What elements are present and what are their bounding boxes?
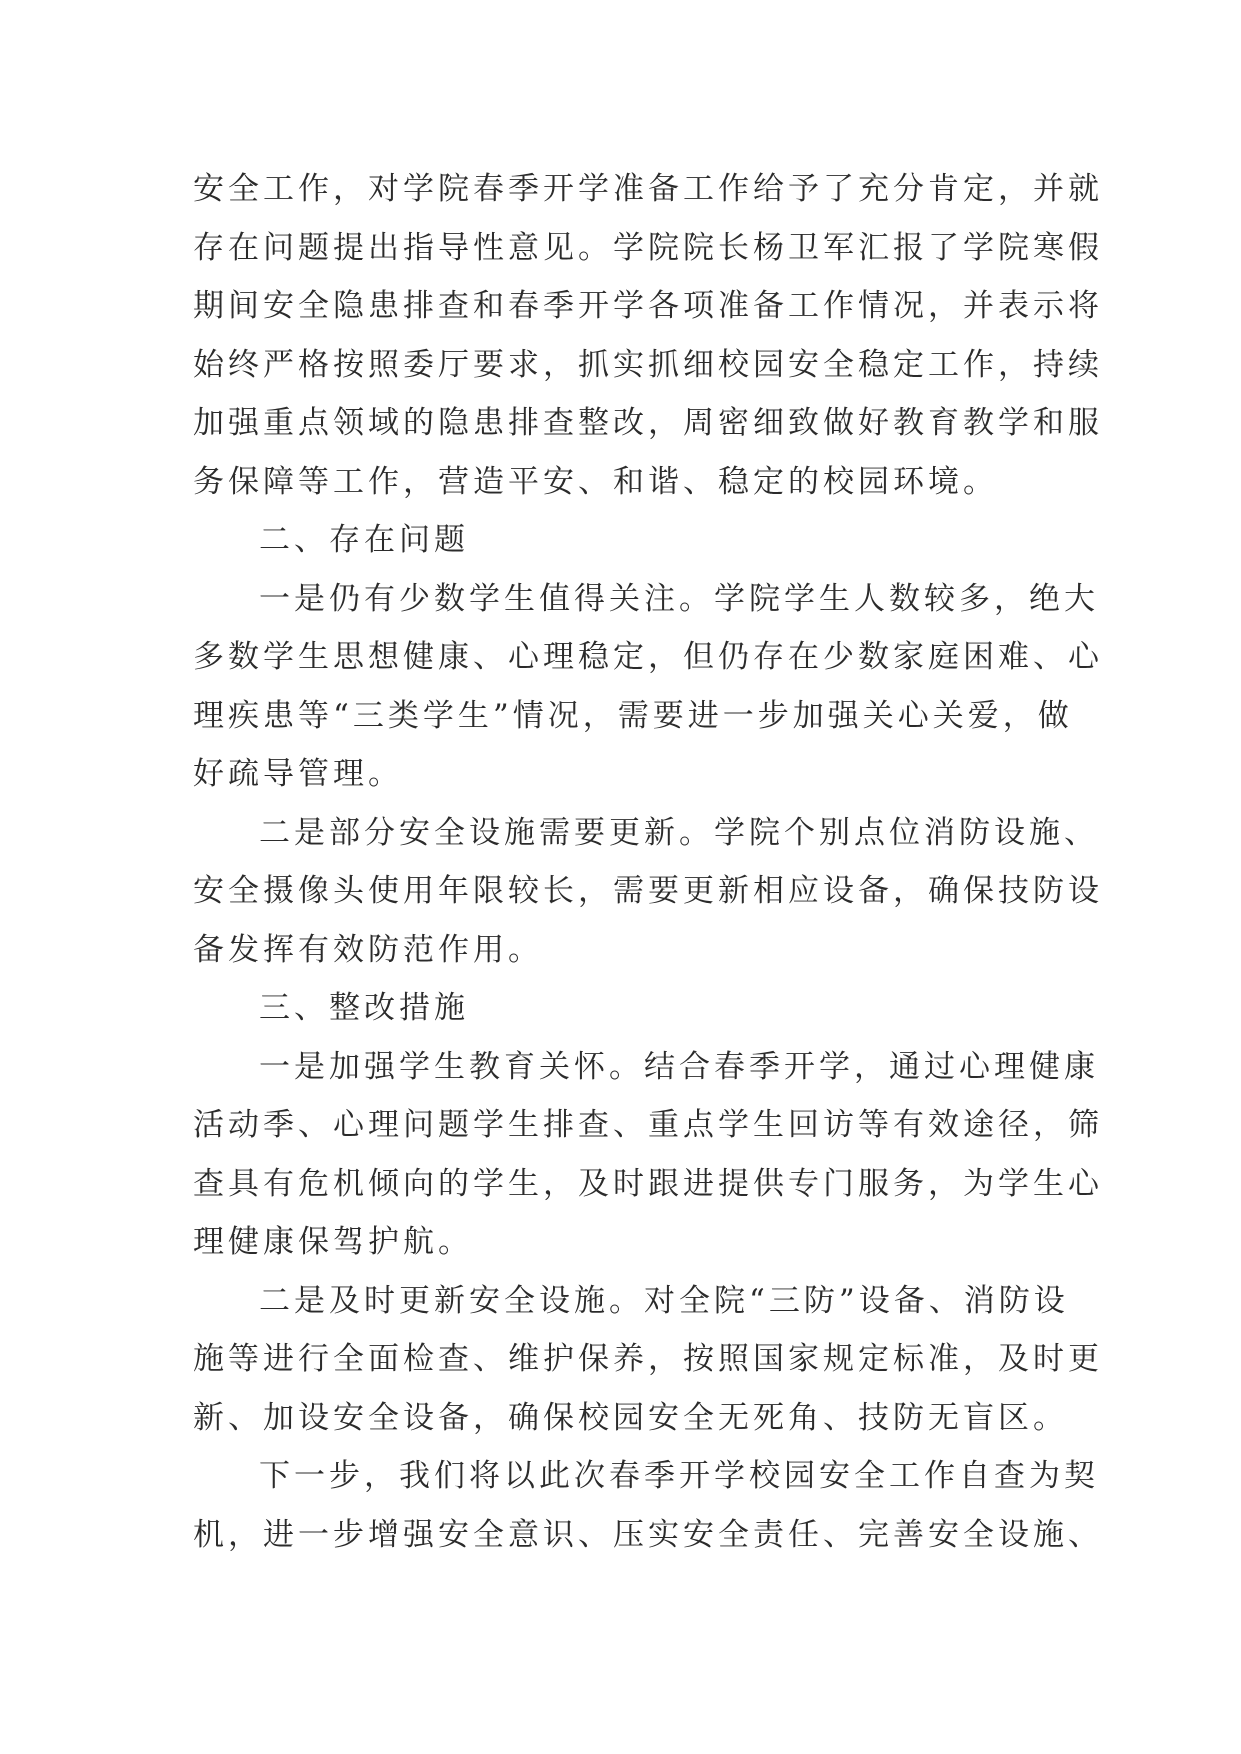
text-line: 二是及时更新安全设施。对全院“三防”设备、消防设: [259, 1282, 1069, 1319]
text-line: 务保障等工作，营造平安、和谐、稳定的校园环境。: [193, 463, 998, 500]
text-line: 期间安全隐患排查和春季开学各项准备工作情况，并表示将: [193, 288, 1103, 324]
text-line: 好疏导管理。: [193, 756, 403, 792]
text-line: 安全摄像头使用年限较长，需要更新相应设备，确保技防设: [193, 873, 1103, 909]
text-line: 加强重点领域的隐患排查整改，周密细致做好教育教学和服: [193, 405, 1103, 441]
text-line: 二、存在问题: [259, 522, 469, 558]
text-line: 理健康保驾护航。: [193, 1224, 473, 1260]
document-body: [193, 160, 1103, 1564]
text-line: 新、加设安全设备，确保校园安全无死角、技防无盲区。: [193, 1399, 1068, 1436]
text-line: 查具有危机倾向的学生，及时跟进提供专门服务，为学生心: [193, 1165, 1103, 1202]
text-line: 安全工作，对学院春季开学准备工作给予了充分肯定，并就: [193, 171, 1103, 207]
text-line: 一是加强学生教育关怀。结合春季开学，通过心理健康: [259, 1048, 1099, 1085]
text-line: 下一步，我们将以此次春季开学校园安全工作自查为契: [259, 1458, 1099, 1494]
text-line: 三、整改措施: [259, 990, 469, 1026]
text-line: 活动季、心理问题学生排查、重点学生回访等有效途径，筛: [193, 1107, 1103, 1143]
text-line: 理疾患等“三类学生”情况，需要进一步加强关心关爱，做: [193, 697, 1073, 734]
text-line: 机，进一步增强安全意识、压实安全责任、完善安全设施、: [193, 1516, 1103, 1553]
text-line: 一是仍有少数学生值得关注。学院学生人数较多，绝大: [259, 580, 1099, 617]
text-line: 存在问题提出指导性意见。学院院长杨卫军汇报了学院寒假: [193, 229, 1103, 266]
text-line: 多数学生思想健康、心理稳定，但仍存在少数家庭困难、心: [193, 639, 1103, 675]
text-line: 始终严格按照委厅要求，抓实抓细校园安全稳定工作，持续: [193, 346, 1103, 383]
text-line: 施等进行全面检查、维护保养，按照国家规定标准，及时更: [193, 1341, 1103, 1377]
text-line: 二是部分安全设施需要更新。学院个别点位消防设施、: [259, 814, 1099, 851]
text-line: 备发挥有效防范作用。: [193, 931, 543, 968]
